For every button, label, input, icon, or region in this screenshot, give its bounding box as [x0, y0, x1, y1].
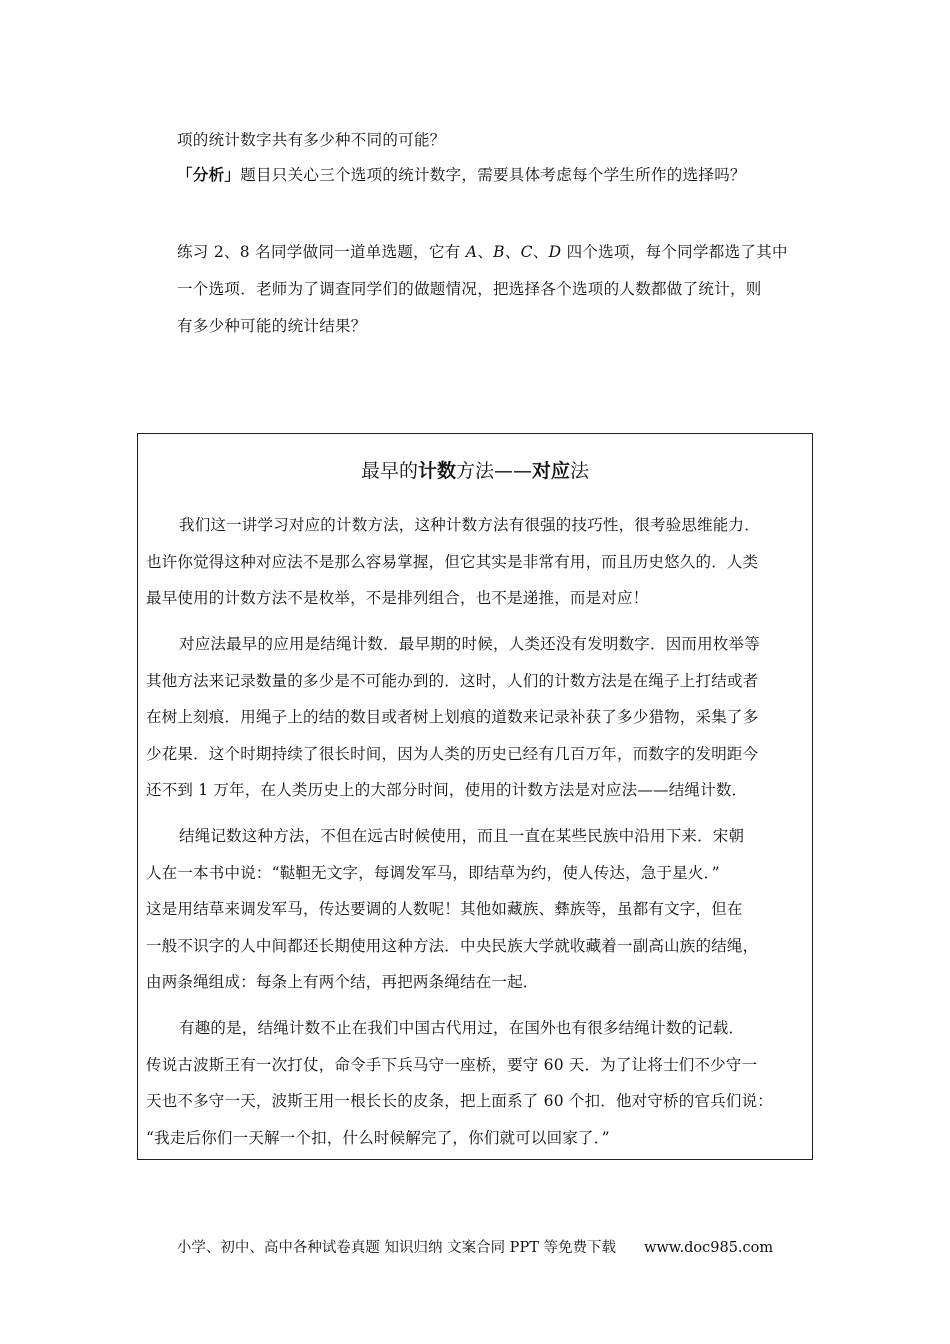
paragraph-1 [146, 507, 806, 617]
paragraph-2 [146, 626, 806, 809]
para-line: 天也不多守一天，波斯王用一根长长的皮条，把上面系了 60 个扣．他对守桥的官兵们说： [146, 1092, 773, 1110]
exercise-line-3: 有多少种可能的统计结果？ [177, 317, 367, 335]
para-line: 还不到 1 万年，在人类历史上的大部分时间，使用的计数方法是对应法——结绳计数． [146, 781, 748, 799]
para-line: 少花果．这个时期持续了很长时间，因为人类的历史已经有几百万年，而数字的发明距今 [146, 744, 759, 763]
option-a: A [465, 243, 478, 261]
separator: 、 [532, 243, 549, 261]
separator: 、 [477, 243, 494, 261]
para-line: 这是用结草来调发军马，传达要调的人数呢！其他如藏族、彝族等，虽都有文字，但在 [146, 900, 743, 918]
title-part-bold: 对应 [532, 460, 571, 482]
para-line: 我们这一讲学习对应的计数方法，这种计数方法有很强的技巧性，很考验思维能力． [179, 516, 760, 534]
title-part: 法 [570, 460, 590, 482]
title-part-bold: 计数 [417, 460, 456, 482]
title-part: 最早的 [360, 460, 418, 482]
para-line: 在树上刻痕．用绳子上的结的数目或者树上划痕的道数来记录补获了多少猎物，采集了多 [146, 708, 759, 726]
exercise-suffix: 四个选项，每个同学都选了其中 [561, 243, 788, 261]
footer-text: 小学、初中、高中各种试卷真题 知识归纳 文案合同 PPT 等免费下载 [176, 1240, 616, 1256]
para-line: 其他方法来记录数量的多少是不可能办到的．这时，人们的计数方法是在绳子上打结或者 [146, 671, 759, 690]
box-title [138, 456, 812, 483]
analysis-label: 「分析」 [177, 165, 241, 184]
footer-url[interactable]: www.doc985.com [643, 1240, 774, 1256]
reading-box [137, 433, 813, 1160]
page-footer [0, 1236, 950, 1257]
para-line: 结绳记数这种方法，不但在远古时候使用，而且一直在某些民族中沿用下来．宋朝 [179, 827, 745, 845]
analysis-text: 题目只关心三个选项的统计数字，需要具体考虑每个学生所作的选择吗？ [240, 166, 746, 184]
option-c: C [520, 243, 533, 261]
analysis-line [177, 163, 746, 185]
problem-line: 项的统计数字共有多少种不同的可能？ [177, 131, 446, 149]
para-line: 由两条绳组成：每条上有两个结，再把两条绳结在一起． [146, 973, 539, 991]
option-b: B [493, 243, 505, 261]
para-line: 最早使用的计数方法不是枚举，不是排列组合，也不是递推，而是对应！ [146, 589, 649, 607]
paragraph-4 [146, 1010, 806, 1156]
para-line: “我走后你们一天解一个扣，什么时候解完了，你们就可以回家了．” [146, 1128, 610, 1147]
separator: 、 [504, 243, 521, 261]
paragraph-3 [146, 818, 806, 1001]
exercise-line-2: 一个选项．老师为了调查同学们的做题情况，把选择各个选项的人数都做了统计，则 [177, 280, 762, 298]
para-line: 人在一本书中说：“鞑靼无文字，每调发军马，即结草为约，使人传达，急于星火．” [146, 863, 720, 882]
para-line: 对应法最早的应用是结绳计数．最早期的时候，人类还没有发明数字．因而用枚举等 [179, 635, 760, 653]
para-line: 也许你觉得这种对应法不是那么容易掌握，但它其实是非常有用，而且历史悠久的．人类 [146, 552, 759, 571]
para-line: 一般不识字的人中间都还长期使用这种方法．中央民族大学就收藏着一副高山族的结绳， [146, 936, 759, 955]
exercise-prefix: 练习 2、8 名同学做同一道单选题，它有 [177, 243, 466, 261]
exercise-line-1 [177, 240, 788, 262]
option-d: D [548, 243, 562, 261]
para-line: 有趣的是，结绳计数不止在我们中国古代用过，在国外也有很多结绳计数的记载． [179, 1019, 745, 1037]
title-part: 方法—— [455, 460, 532, 482]
para-line: 传说古波斯王有一次打仗，命令手下兵马守一座桥，要守 60 天．为了让将士们不少守一 [146, 1055, 758, 1074]
